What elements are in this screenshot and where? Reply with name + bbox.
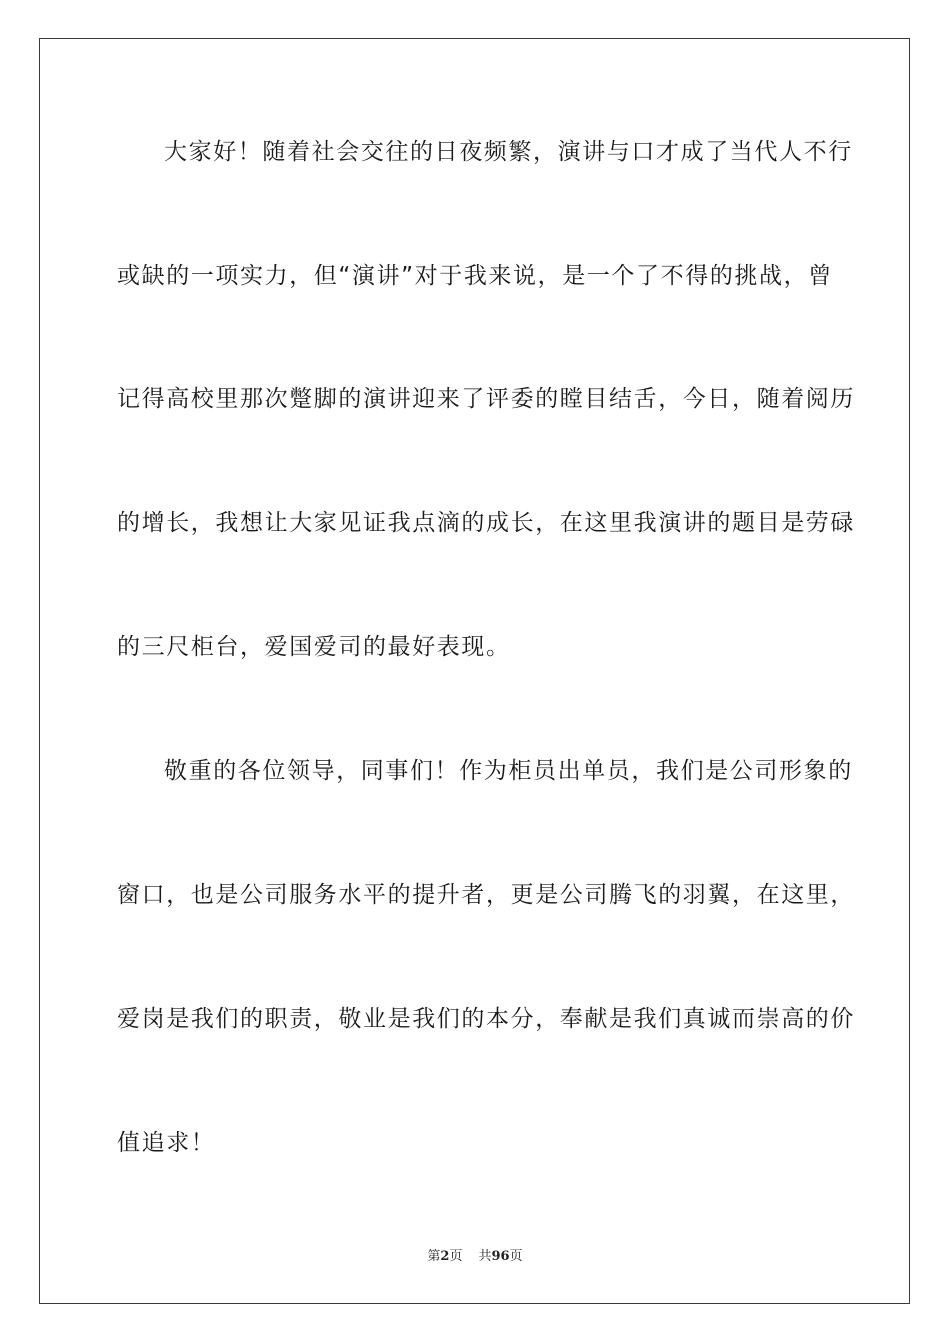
paragraph-1-line-5: 的三尺柜台，爱国爱司的最好表现。 — [117, 634, 511, 660]
page-suffix: 页 — [449, 1249, 463, 1264]
page-number: 2 — [440, 1249, 450, 1264]
page-prefix: 第 — [427, 1249, 441, 1264]
total-prefix: 共 — [478, 1249, 492, 1264]
paragraph-1-line-3: 记得高校里那次蹩脚的演讲迎来了评委的瞠目结舌，今日，随着阅历 — [117, 386, 855, 412]
paragraph-2-line-2: 窗口，也是公司服务水平的提升者，更是公司腾飞的羽翼，在这里， — [117, 882, 855, 908]
paragraph-2-line-4: 值追求！ — [117, 1130, 216, 1156]
paragraph-1-line-1: 大家好！随着社会交往的日夜频繁，演讲与口才成了当代人不行 — [164, 139, 853, 165]
total-pages: 96 — [491, 1249, 510, 1264]
page-border — [39, 38, 910, 1304]
page-footer — [0, 1248, 950, 1266]
paragraph-2-line-3: 爱岗是我们的职责，敬业是我们的本分，奉献是我们真诚而崇高的价 — [117, 1006, 855, 1032]
paragraph-2-line-1: 敬重的各位领导，同事们！作为柜员出单员，我们是公司形象的 — [164, 758, 853, 784]
paragraph-1-line-4: 的增长，我想让大家见证我点滴的成长，在这里我演讲的题目是劳碌 — [117, 510, 855, 536]
total-suffix: 页 — [509, 1249, 523, 1264]
paragraph-1-line-2: 或缺的一项实力，但“演讲”对于我来说，是一个了不得的挑战，曾 — [117, 263, 833, 289]
